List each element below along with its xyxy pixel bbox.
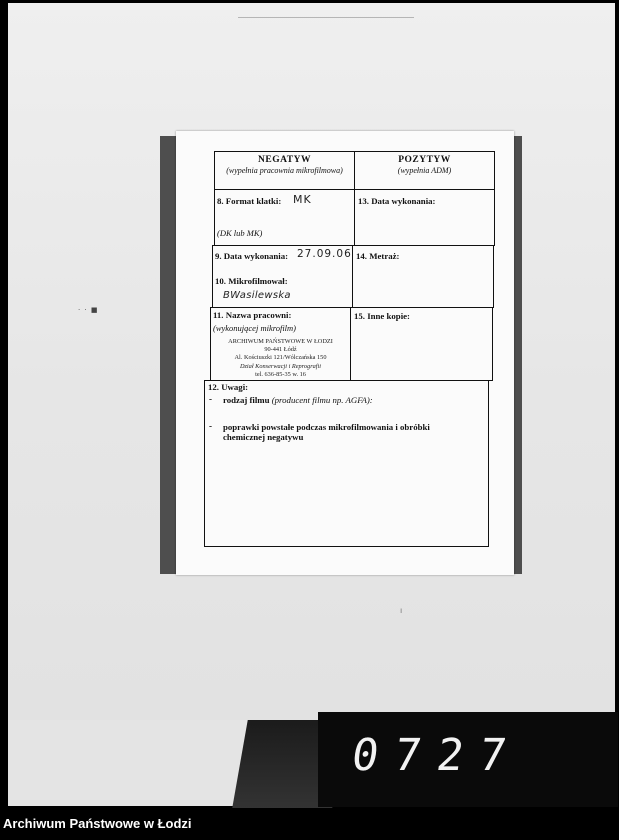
frame-number: 0727 [348, 730, 526, 781]
archive-stamp [211, 338, 350, 379]
archive-footer: Archiwum Państwowe w Łodzi [0, 808, 619, 840]
format-hint: (DK lub MK) [217, 228, 263, 238]
date-label: 9. Data wykonania: [215, 251, 289, 261]
positive-date-label: 13. Data wykonania: [358, 196, 436, 206]
format-label: 8. Format klatki: [217, 196, 282, 206]
format-value: MK [293, 193, 312, 206]
scan-background-lower [8, 720, 248, 806]
length-cell [352, 245, 494, 308]
date-value: 27.09.06 [297, 248, 352, 260]
lab-name-label: 11. Nazwa pracowni: [213, 310, 292, 320]
stamp-line-4: Dział Konserwacji i Reprografii [239, 362, 322, 370]
pozytyw-header-cell [354, 151, 495, 190]
remarks-bullet-1: - [209, 394, 212, 404]
remarks-bullet-2: - [209, 421, 212, 431]
date-microfilmer-cell [212, 245, 353, 308]
negatyw-header-cell [214, 151, 355, 190]
remarks-cell [204, 380, 489, 547]
microfilmer-label: 10. Mikrofilmował: [215, 276, 288, 286]
stamp-line-5: tel. 636-85-35 w. 16 [255, 370, 306, 378]
other-copies-cell [350, 307, 493, 381]
edge-marks: · · ■ [78, 306, 99, 314]
stamp-line-1: ARCHIWUM PAŃSTWOWE W ŁODZI [228, 338, 333, 345]
length-label: 14. Metraż: [356, 251, 400, 261]
negatyw-subtitle: (wypełnia pracownia mikrofilmowa) [226, 166, 343, 175]
film-type-hint: (producent filmu np. AGFA): [271, 395, 373, 405]
stamp-line-2: 90-441 Łódź [264, 346, 297, 354]
other-copies-label: 15. Inne kopie: [354, 311, 410, 321]
negative-card [176, 131, 514, 575]
remarks-item-2: poprawki powstałe podczas mikrofilmowania i obróbki chemicznej negatywu [223, 422, 430, 442]
remarks-item-1 [223, 395, 373, 405]
pozytyw-subtitle: (wypełnia ADM) [397, 166, 452, 175]
pozytyw-title: POZYTYW [398, 155, 451, 165]
format-cell [214, 189, 355, 246]
stamp-line-3: Al. Kościuszki 121/Wólczańska 150 [234, 354, 327, 362]
film-type-label: rodzaj filmu [223, 395, 270, 405]
lab-name-cell [210, 307, 351, 381]
dust-mark: ı [400, 606, 403, 615]
lab-name-hint: (wykonującej mikrofilm) [213, 323, 297, 333]
microfilmer-signature: BWasilewska [223, 290, 291, 301]
negatyw-title: NEGATYW [258, 155, 311, 165]
top-rule-line [238, 17, 414, 18]
remarks-label: 12. Uwagi: [208, 382, 249, 392]
positive-date-cell [354, 189, 495, 246]
